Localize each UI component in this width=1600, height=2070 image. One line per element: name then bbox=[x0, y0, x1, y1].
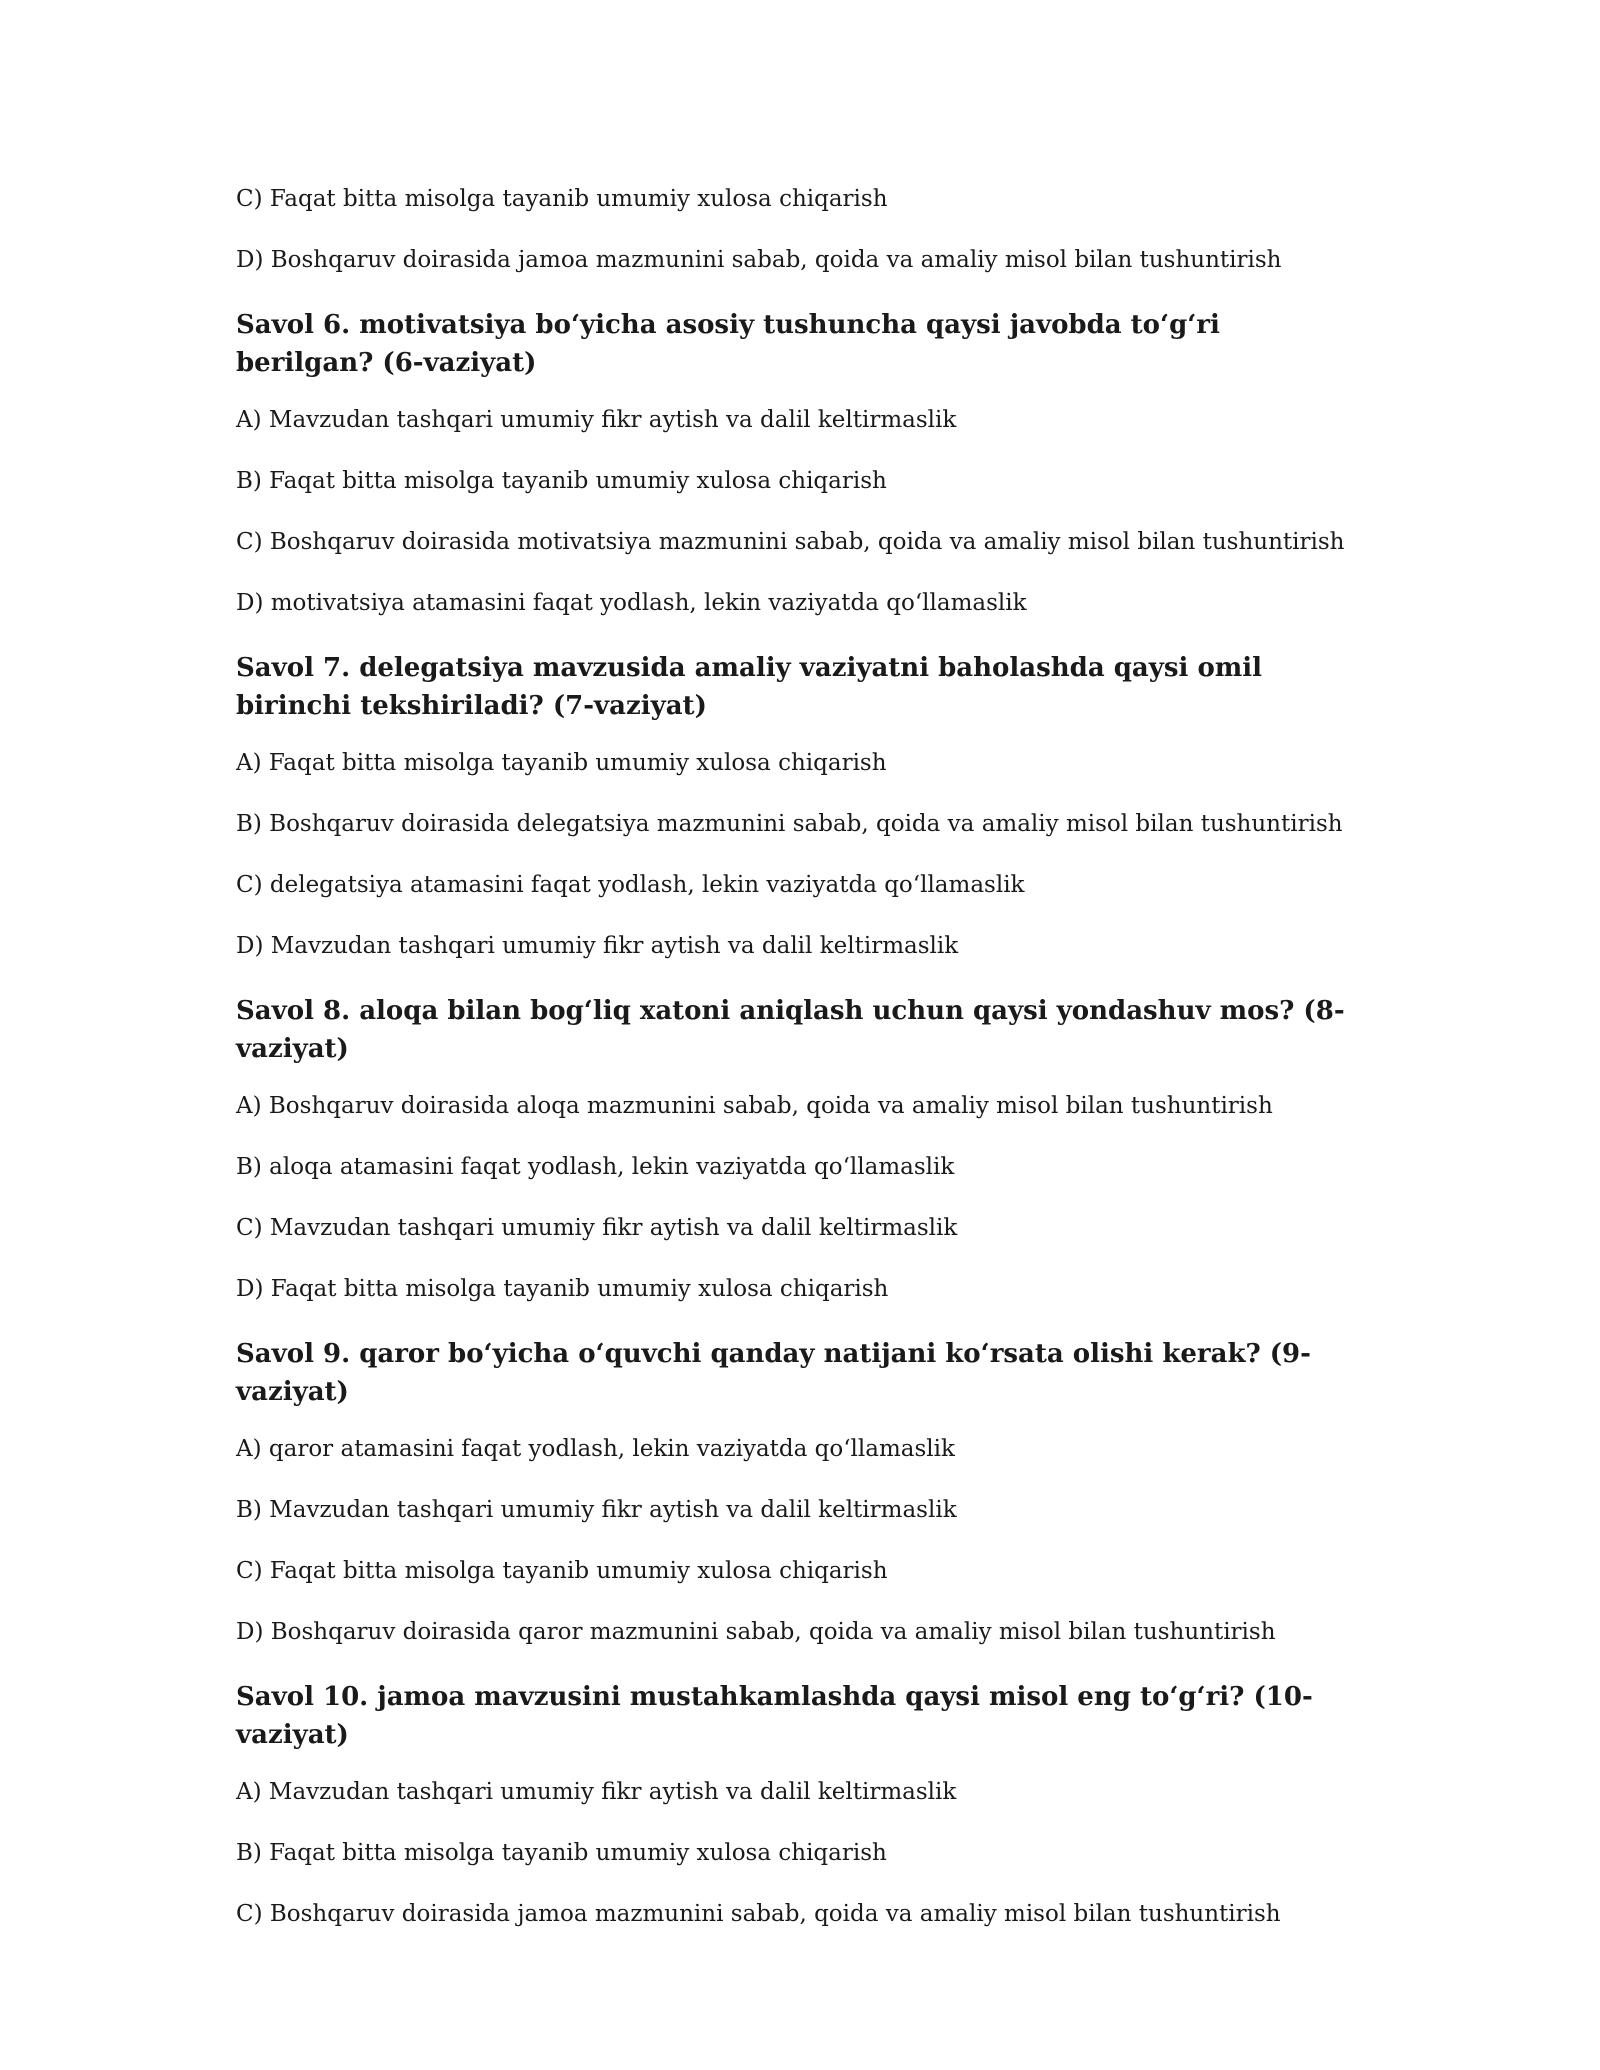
answer-option: C) Boshqaruv doirasida jamoa mazmunini sabab, qoida va amaliy misol bilan tushuntirish bbox=[236, 1901, 1281, 1927]
answer-option: B) Faqat bitta misolga tayanib umumiy xulosa chiqarish bbox=[236, 468, 887, 494]
question-title: Savol 10. jamoa mavzusini mustahkamlashda qaysi misol eng to‘g‘ri? (10-vaziyat) bbox=[236, 1682, 1313, 1750]
question-title: Savol 9. qaror bo‘yicha o‘quvchi qanday natijani ko‘rsata olishi kerak? (9-vaziyat) bbox=[236, 1339, 1311, 1407]
answer-option: D) Boshqaruv doirasida qaror mazmunini sabab, qoida va amaliy misol bilan tushuntirish bbox=[236, 1619, 1276, 1645]
answer-option: B) Mavzudan tashqari umumiy fikr aytish va dalil keltirmaslik bbox=[236, 1497, 957, 1523]
question-title: Savol 6. motivatsiya bo‘yicha asosiy tushuncha qaysi javobda to‘g‘ri berilgan? (6-vaziyat) bbox=[236, 310, 1220, 378]
answer-option: B) aloqa atamasini faqat yodlash, lekin vaziyatda qo‘llamaslik bbox=[236, 1154, 955, 1180]
question-title: Savol 7. delegatsiya mavzusida amaliy vaziyatni baholashda qaysi omil birinchi tekshiriladi? (7-vaziyat) bbox=[236, 653, 1263, 721]
answer-option: C) delegatsiya atamasini faqat yodlash, lekin vaziyatda qo‘llamaslik bbox=[236, 872, 1025, 898]
answer-option: A) qaror atamasini faqat yodlash, lekin vaziyatda qo‘llamaslik bbox=[236, 1436, 955, 1462]
question-title: Savol 8. aloqa bilan bog‘liq xatoni aniqlash uchun qaysi yondashuv mos? (8-vaziyat) bbox=[236, 996, 1345, 1064]
answer-option: C) Boshqaruv doirasida motivatsiya mazmunini sabab, qoida va amaliy misol bilan tushuntirish bbox=[236, 529, 1345, 555]
answer-option: C) Mavzudan tashqari umumiy fikr aytish va dalil keltirmaslik bbox=[236, 1215, 958, 1241]
answer-option: C) Faqat bitta misolga tayanib umumiy xulosa chiqarish bbox=[236, 1558, 888, 1584]
answer-option: B) Boshqaruv doirasida delegatsiya mazmunini sabab, qoida va amaliy misol bilan tushuntirish bbox=[236, 811, 1343, 837]
answer-option: C) Faqat bitta misolga tayanib umumiy xulosa chiqarish bbox=[236, 186, 888, 212]
document-page bbox=[236, 184, 1366, 1960]
answer-option: D) Faqat bitta misolga tayanib umumiy xulosa chiqarish bbox=[236, 1276, 889, 1302]
answer-option: A) Mavzudan tashqari umumiy fikr aytish va dalil keltirmaslik bbox=[236, 407, 957, 433]
answer-option: A) Faqat bitta misolga tayanib umumiy xulosa chiqarish bbox=[236, 750, 887, 776]
answer-option: B) Faqat bitta misolga tayanib umumiy xulosa chiqarish bbox=[236, 1840, 887, 1866]
answer-option: D) Boshqaruv doirasida jamoa mazmunini sabab, qoida va amaliy misol bilan tushuntirish bbox=[236, 247, 1282, 273]
answer-option: A) Mavzudan tashqari umumiy fikr aytish va dalil keltirmaslik bbox=[236, 1779, 957, 1805]
answer-option: D) motivatsiya atamasini faqat yodlash, lekin vaziyatda qo‘llamaslik bbox=[236, 590, 1027, 616]
answer-option: A) Boshqaruv doirasida aloqa mazmunini sabab, qoida va amaliy misol bilan tushuntirish bbox=[236, 1093, 1273, 1119]
answer-option: D) Mavzudan tashqari umumiy fikr aytish va dalil keltirmaslik bbox=[236, 933, 959, 959]
